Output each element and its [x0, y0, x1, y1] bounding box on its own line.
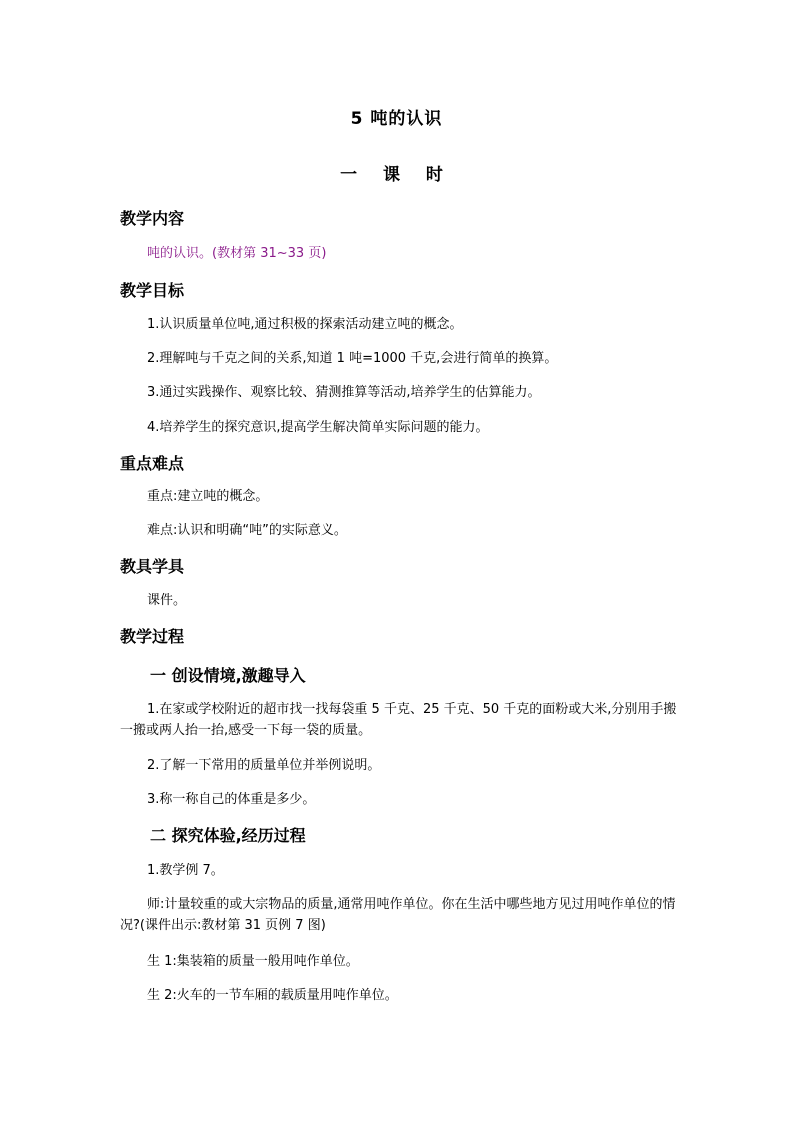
objective-item: 4.培养学生的探究意识,提高学生解决简单实际问题的能力。 — [147, 420, 489, 435]
heading-content: 教学内容 — [120, 209, 185, 228]
key-point-item: 重点:建立吨的概念。 — [147, 489, 269, 504]
key-point-item: 难点:认识和明确“吨”的实际意义。 — [147, 523, 347, 538]
heading-process: 教学过程 — [120, 627, 185, 646]
process-item: 生 1:集装箱的质量一般用吨作单位。 — [147, 954, 359, 969]
process-item: 1.在家或学校附近的超市找一找每袋重 5 千克、25 千克、50 千克的面粉或大米,分别用手搬一搬或两人抬一抬,感受一下每一袋的质量。 — [120, 702, 677, 738]
process-item: 2.了解一下常用的质量单位并举例说明。 — [147, 758, 381, 773]
page-title: 5 吨的认识 — [350, 109, 443, 129]
process-part2-heading: 二 探究体验,经历过程 — [150, 826, 306, 845]
page-subtitle: 一 课 时 — [340, 165, 453, 185]
process-part1-heading: 一 创设情境,激趣导入 — [150, 666, 306, 685]
process-item: 1.教学例 7。 — [147, 863, 224, 878]
heading-key-points: 重点难点 — [120, 454, 185, 473]
objective-item: 2.理解吨与千克之间的关系,知道 1 吨=1000 千克,会进行简单的换算。 — [147, 351, 558, 366]
process-item: 生 2:火车的一节车厢的载质量用吨作单位。 — [147, 988, 398, 1003]
heading-materials: 教具学具 — [120, 557, 185, 576]
process-item: 3.称一称自己的体重是多少。 — [147, 792, 316, 807]
objective-item: 1.认识质量单位吨,通过积极的探索活动建立吨的概念。 — [147, 317, 463, 332]
process-item: 师:计量较重的或大宗物品的质量,通常用吨作单位。你在生活中哪些地方见过用吨作单位的情况?(课件出示:教材第 31 页例 7 图) — [120, 897, 676, 933]
objective-item: 3.通过实践操作、观察比较、猜测推算等活动,培养学生的估算能力。 — [147, 385, 541, 400]
content-text: 吨的认识。(教材第 31~33 页) — [147, 246, 327, 261]
materials-text: 课件。 — [147, 593, 187, 608]
heading-objectives: 教学目标 — [120, 281, 185, 300]
